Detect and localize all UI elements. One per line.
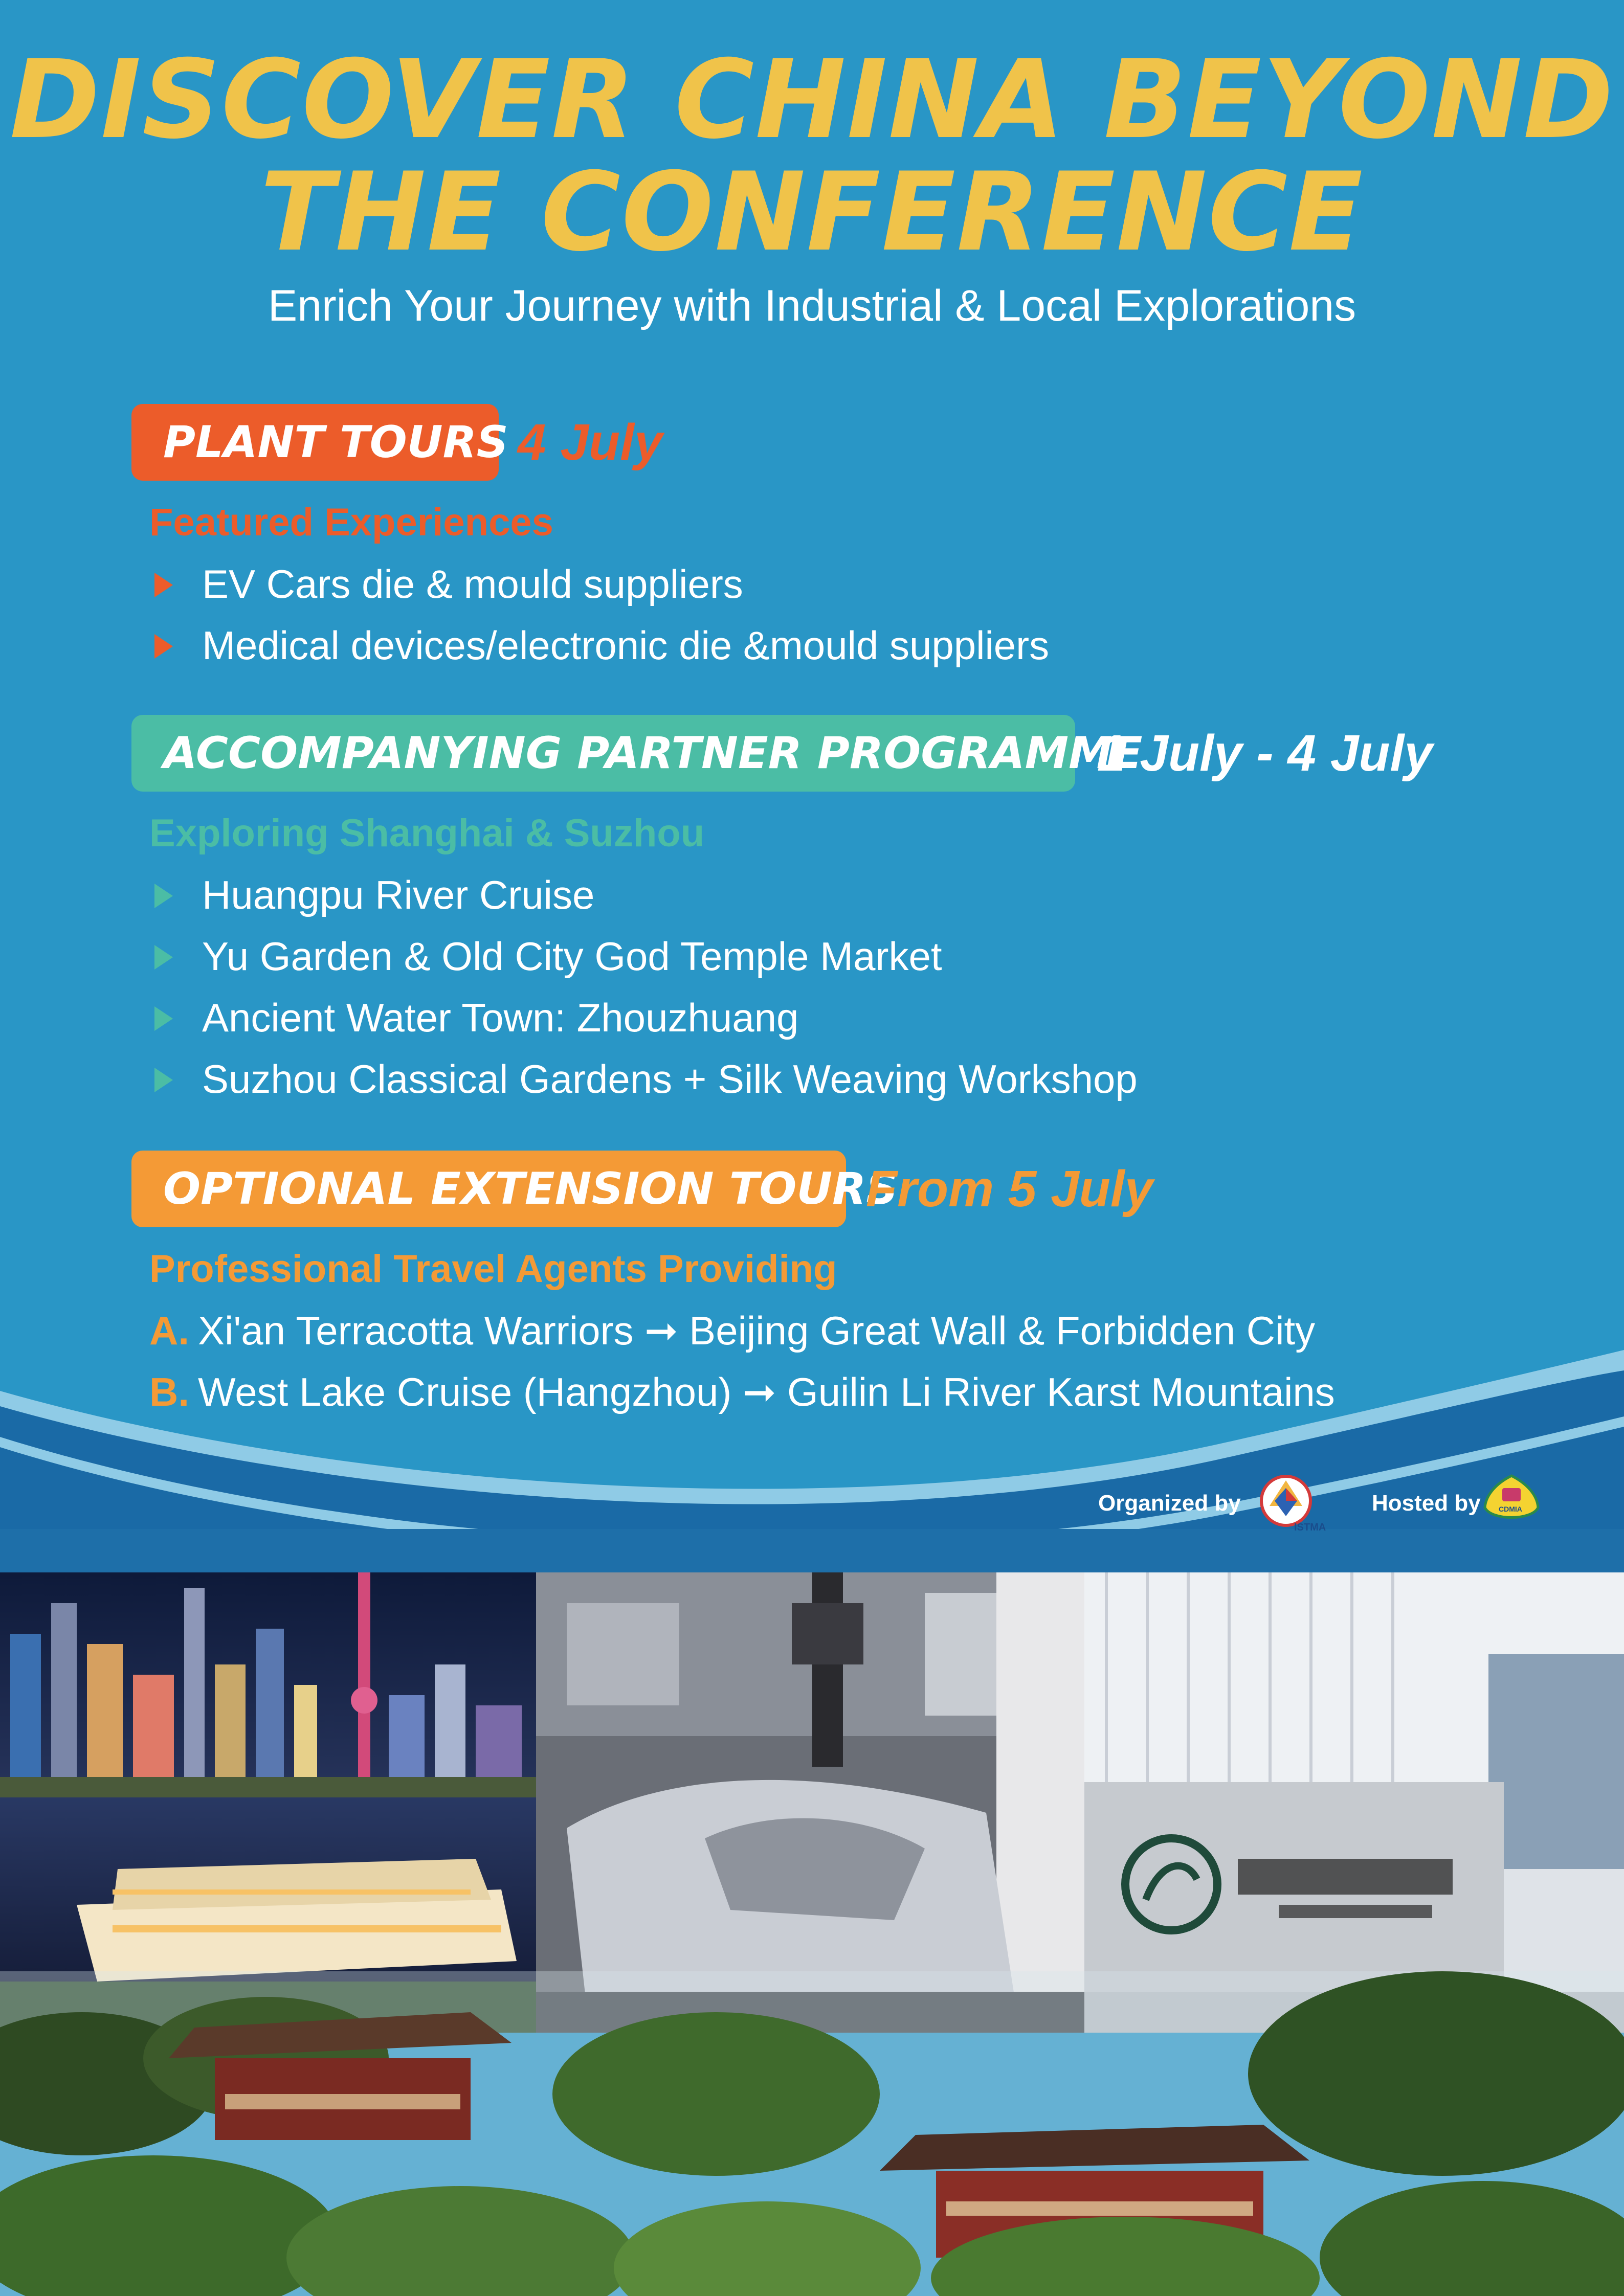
- partner-programme-heading: Exploring Shanghai & Suzhou: [149, 812, 705, 855]
- bullet-triangle-icon: [154, 1006, 173, 1031]
- suzhou-silk-museum-photo: [1084, 1572, 1624, 2033]
- photo-collage: [0, 1572, 1624, 2296]
- extension-tours-heading: Professional Travel Agents Providing: [149, 1247, 837, 1291]
- organizer-logo: [1254, 1470, 1341, 1537]
- organizer-logo-text: ISTMA: [1294, 1522, 1326, 1533]
- plant-tours-badge: PLANT TOURS: [131, 404, 499, 481]
- list-item-letter: A.: [149, 1308, 189, 1353]
- host-logo: [1481, 1472, 1542, 1528]
- list-item-text: Suzhou Classical Gardens + Silk Weaving Workshop: [202, 1056, 1138, 1101]
- partner-programme-badge: ACCOMPANYING PARTNER PROGRAMME: [131, 715, 1075, 792]
- bullet-triangle-icon: [154, 634, 173, 659]
- list-item-text: Medical devices/electronic die &mould suppliers: [202, 623, 1050, 668]
- poster-subtitle: Enrich Your Journey with Industrial & Local Explorations: [268, 281, 1356, 330]
- list-item-letter: B.: [149, 1369, 189, 1414]
- shanghai-skyline-cruise-photo: [0, 1572, 536, 2033]
- bullet-triangle-icon: [154, 1068, 173, 1092]
- bullet-triangle-icon: [154, 884, 173, 908]
- organized-by-label: Organized by: [1098, 1491, 1241, 1516]
- extension-tours-badge: OPTIONAL EXTENSION TOURS: [131, 1151, 846, 1227]
- extension-tours-date: From 5 July: [866, 1160, 1153, 1218]
- list-item-text: Xi'an Terracotta Warriors ➞ Beijing Great Wall & Forbidden City: [198, 1308, 1316, 1353]
- bullet-triangle-icon: [154, 573, 173, 597]
- list-item-text: Huangpu River Cruise: [202, 872, 595, 917]
- plant-tours-heading: Featured Experiences: [149, 501, 553, 544]
- poster-title-line-1: DISCOVER CHINA BEYOND: [10, 36, 1614, 163]
- list-item-text: EV Cars die & mould suppliers: [202, 561, 743, 606]
- list-item-text: West Lake Cruise (Hangzhou) ➞ Guilin Li River Karst Mountains: [198, 1369, 1335, 1414]
- classical-garden-pavilion-photo: [0, 1971, 1624, 2296]
- list-item-text: Ancient Water Town: Zhouzhuang: [202, 995, 799, 1040]
- list-item-text: Yu Garden & Old City God Temple Market: [202, 934, 942, 979]
- plant-tours-date: 4 July: [518, 414, 663, 471]
- bullet-triangle-icon: [154, 945, 173, 970]
- poster-title-line-2: THE CONFERENCE: [260, 149, 1364, 275]
- partner-programme-date: 1 July - 4 July: [1097, 725, 1433, 782]
- factory-robot-mould-photo: [536, 1572, 1084, 2033]
- host-logo-text: CDMIA: [1499, 1505, 1522, 1513]
- hosted-by-label: Hosted by: [1372, 1491, 1481, 1516]
